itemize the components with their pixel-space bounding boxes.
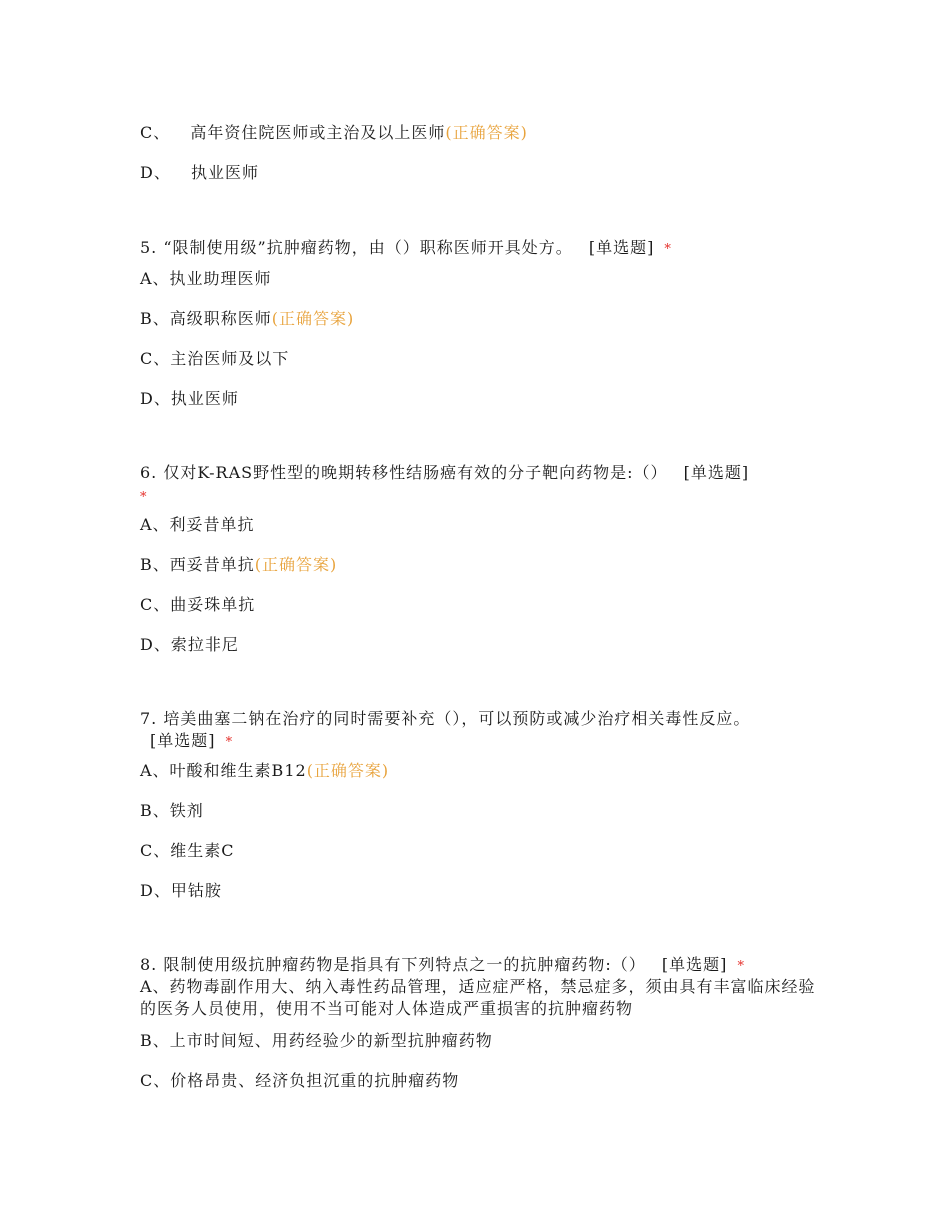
correct-answer-tag: (正确答案) <box>306 761 390 780</box>
correct-answer-tag: (正确答案) <box>445 123 528 142</box>
option-text: A、药物毒副作用大、纳入毒性药品管理，适应症严格，禁忌症多，须由具有丰富临床经验的医务人员使用，使用不当可能对人体造成严重损害的抗肿瘤药物 <box>140 977 816 1018</box>
question-number: 6. <box>140 463 158 482</box>
option-label: D、 <box>140 163 171 182</box>
option-q5-b[interactable] <box>140 308 354 330</box>
option-q7-d[interactable] <box>140 880 222 902</box>
option-label: C、 <box>140 123 171 142</box>
question-6-title <box>140 462 749 484</box>
option-q7-b[interactable] <box>140 800 204 822</box>
option-q4-d[interactable] <box>140 162 259 184</box>
option-text: C、维生素C <box>140 841 235 860</box>
option-text: B、上市时间短、用药经验少的新型抗肿瘤药物 <box>140 1031 493 1050</box>
option-text: B、高级职称医师 <box>140 309 272 328</box>
question-8-title <box>140 954 745 978</box>
option-text: A、执业助理医师 <box>140 269 272 288</box>
option-q6-b[interactable] <box>140 554 337 576</box>
option-q6-c[interactable] <box>140 594 255 616</box>
question-type: [单选题] <box>661 955 728 974</box>
option-q5-c[interactable] <box>140 348 289 370</box>
question-text: 限制使用级抗肿瘤药物是指具有下列特点之一的抗肿瘤药物:（） <box>163 955 646 974</box>
question-type: [单选题] <box>683 463 750 482</box>
question-text: 培美曲塞二钠在治疗的同时需要补充（），可以预防或减少治疗相关毒性反应。 <box>163 709 751 728</box>
option-q8-b[interactable] <box>140 1030 493 1052</box>
required-mark: * <box>140 490 148 505</box>
question-6-required <box>140 485 148 509</box>
question-number: 5. <box>140 238 158 257</box>
option-text: B、铁剂 <box>140 801 204 820</box>
required-mark: * <box>737 959 745 974</box>
option-text: B、西妥昔单抗 <box>140 555 255 574</box>
option-text: D、执业医师 <box>140 389 239 408</box>
question-type: [单选题] <box>588 238 655 257</box>
correct-answer-tag: (正确答案) <box>271 309 355 328</box>
option-q7-c[interactable] <box>140 840 235 862</box>
required-mark: * <box>664 242 672 257</box>
option-q6-d[interactable] <box>140 634 239 656</box>
correct-answer-tag: (正确答案) <box>254 555 338 574</box>
question-text: “限制使用级”抗肿瘤药物，由（）职称医师开具处方。 <box>163 238 573 257</box>
option-text: D、甲钴胺 <box>140 881 222 900</box>
question-5-title <box>140 237 672 261</box>
option-q8-c[interactable] <box>140 1070 459 1092</box>
question-number: 7. <box>140 709 158 728</box>
question-7-title <box>140 708 750 730</box>
question-number: 8. <box>140 955 158 974</box>
required-mark: * <box>225 735 234 750</box>
question-type: [单选题] <box>150 731 216 750</box>
option-q7-a[interactable] <box>140 760 389 782</box>
option-text: C、曲妥珠单抗 <box>140 595 256 614</box>
option-text: C、价格昂贵、经济负担沉重的抗肿瘤药物 <box>140 1071 460 1090</box>
option-q4-c[interactable] <box>140 122 528 144</box>
option-q8-a[interactable] <box>140 976 820 1020</box>
question-7-type-line <box>150 730 233 754</box>
option-text: A、叶酸和维生素B12 <box>140 761 307 780</box>
option-text: D、索拉非尼 <box>140 635 239 654</box>
option-text: C、主治医师及以下 <box>140 349 290 368</box>
option-q5-d[interactable] <box>140 388 239 410</box>
option-text: 执业医师 <box>190 163 259 182</box>
option-text: 高年资住院医师或主治及以上医师 <box>190 123 446 142</box>
option-q5-a[interactable] <box>140 268 272 290</box>
option-q6-a[interactable] <box>140 514 255 536</box>
question-text: 仅对K-RAS野性型的晚期转移性结肠癌有效的分子靶向药物是:（） <box>163 463 668 482</box>
option-text: A、利妥昔单抗 <box>140 515 255 534</box>
